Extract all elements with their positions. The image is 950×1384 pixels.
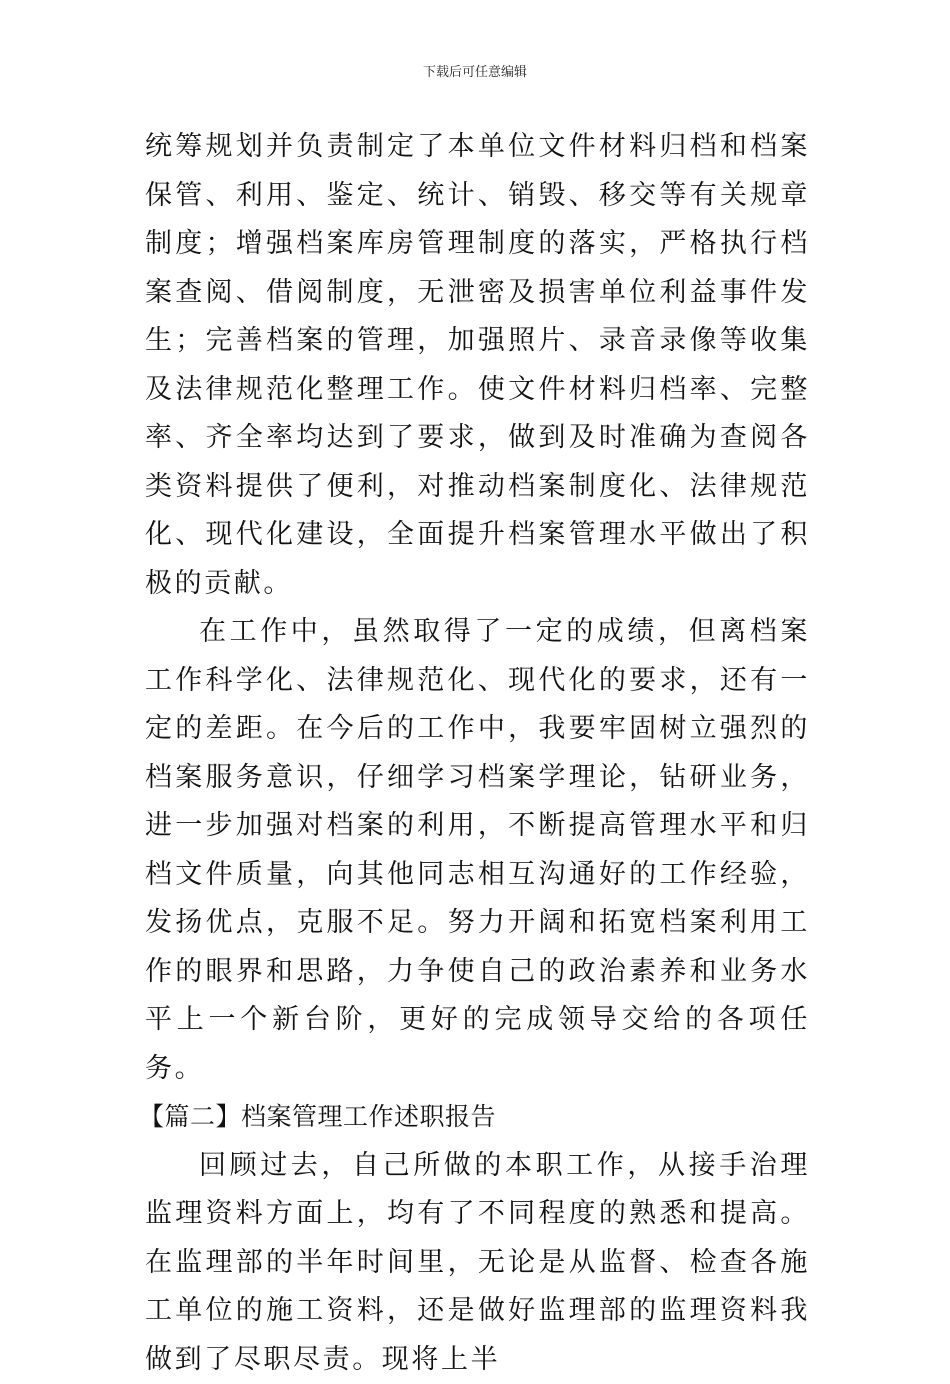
paragraph-future-work: 在工作中，虽然取得了一定的成绩，但离档案工作科学化、法律规范化、现代化的要求，还有一定的差距。在今后的工作中，我要牢固树立强烈的档案服务意识，仔细学习档案学理论，钻研业务，进一步加强对档案的利用，不断提高管理水平和归档文件质量，向其他同志相互沟通好的工作经验，发扬优点，克服不足。努力开阔和拓宽档案利用工作的眼界和思路，力争使自己的政治素养和业务水平上一个新台阶，更好的完成领导交给的各项任务。 [145, 608, 810, 1093]
document-body [145, 123, 810, 1384]
page-header [0, 64, 950, 82]
paragraph-review: 回顾过去，自己所做的本职工作，从接手治理监理资料方面上，均有了不同程度的熟悉和提高。在监理部的半年时间里，无论是从监督、检查各施工单位的施工资料，还是做好监理部的监理资料我做到了尽职尽责。现将上半 [145, 1142, 810, 1384]
paragraph-archive-rules: 统筹规划并负责制定了本单位文件材料归档和档案保管、利用、鉴定、统计、销毁、移交等有关规章制度；增强档案库房管理制度的落实，严格执行档案查阅、借阅制度，无泄密及损害单位利益事件发生；完善档案的管理，加强照片、录音录像等收集及法律规范化整理工作。使文件材料归档率、完整率、齐全率均达到了要求，做到及时准确为查阅各类资料提供了便利，对推动档案制度化、法律规范化、现代化建设，全面提升档案管理水平做出了积极的贡献。 [145, 123, 810, 608]
section-heading: 【篇二】档案管理工作述职报告 [139, 1093, 810, 1142]
header-text: 下载后可任意编辑 [423, 65, 527, 80]
